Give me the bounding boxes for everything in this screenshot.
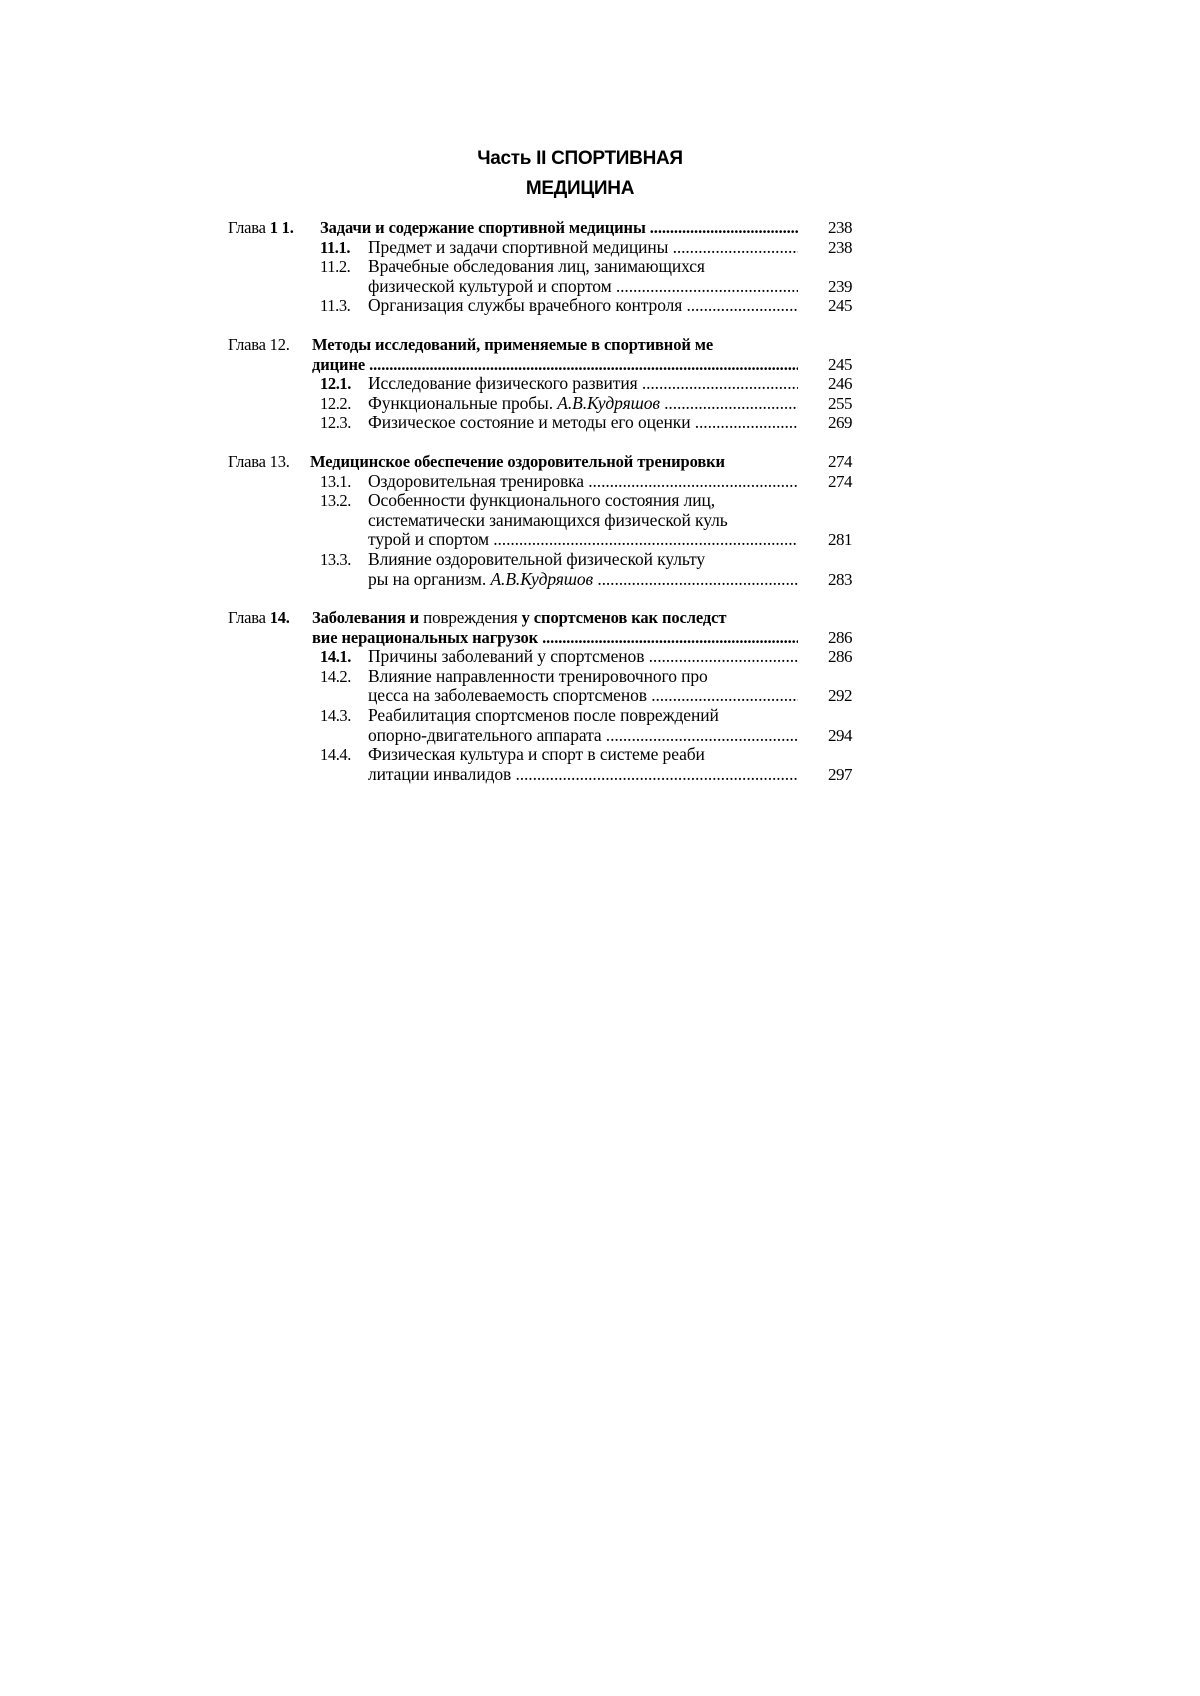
- page-number: 283: [828, 569, 852, 589]
- section-entry: [228, 296, 852, 316]
- chapter-prefix: Глава: [228, 218, 266, 237]
- chapter-title: Задачи и содержание спортивной медицины .....: [320, 218, 798, 238]
- section-title: Врачебные обследования лиц, занимающихся: [368, 257, 705, 277]
- section-title: Физическая культура и спорт в системе реаби: [368, 745, 705, 765]
- page-number: 281: [828, 530, 852, 550]
- section-title: систематически занимающихся физической куль: [368, 510, 728, 530]
- section-entry: [228, 257, 848, 277]
- section-number: 14.3.: [320, 706, 352, 726]
- section-title: цесса на заболеваемость спортсменов .....: [368, 686, 798, 706]
- page-number: 238: [828, 237, 852, 257]
- section-entry: [228, 745, 848, 765]
- chapter-title: Медицинское обеспечение оздоровительной тренировки: [310, 451, 725, 471]
- section-number: 14.4.: [320, 745, 352, 765]
- section-entry: [228, 471, 852, 492]
- chapter-title: Методы исследований, применяемые в спортивной ме: [312, 334, 714, 354]
- page-number: 297: [828, 764, 852, 784]
- page-number: 286: [828, 627, 852, 647]
- section-title: Причины заболеваний у спортсменов .....: [368, 647, 798, 667]
- chapter-title: Заболевания и: [312, 608, 424, 628]
- section-number: 11.2.: [320, 257, 351, 277]
- section-entry: [228, 706, 848, 726]
- section-number: 12.2.: [320, 393, 352, 413]
- chapter-prefix: Глава 13.: [228, 451, 290, 471]
- page-number: 246: [828, 374, 852, 394]
- section-number: 13.1.: [320, 471, 352, 491]
- section-entry: [228, 237, 852, 258]
- section-entry: [228, 647, 852, 667]
- page-number: 274: [828, 451, 852, 471]
- chapter-title: у спортсменов как последст: [517, 608, 727, 628]
- section-entry-continued: [228, 725, 852, 746]
- chapter-title: дицине .....: [312, 355, 798, 375]
- part-title-line1: Часть II СПОРТИВНАЯ: [477, 148, 683, 169]
- section-title: Реабилитация спортсменов после повреждений: [368, 706, 719, 726]
- section-title: Оздоровительная тренировка .....: [368, 472, 798, 492]
- section-number: 12.3.: [320, 413, 352, 433]
- section-number: 11.3.: [320, 296, 351, 316]
- section-number: 11.1.: [320, 237, 351, 257]
- chapter-heading-continued: [228, 627, 852, 648]
- section-entry-continued: [228, 530, 852, 550]
- author-name: А.В.Кудряшов: [557, 393, 660, 413]
- page-number: 292: [828, 686, 852, 706]
- page-number: 269: [828, 413, 852, 433]
- section-entry: [228, 667, 848, 687]
- section-entry-continued: [228, 764, 852, 785]
- chapter-title-normal: повреждения: [423, 608, 518, 628]
- chapter-11: [228, 218, 852, 316]
- chapter-13: [228, 451, 852, 589]
- page-number: 286: [828, 647, 852, 667]
- section-number: 14.2.: [320, 666, 352, 686]
- page-number: 274: [828, 471, 852, 491]
- author-name: А.В.Кудряшов: [490, 569, 594, 589]
- section-entry-continued: [228, 276, 852, 297]
- section-title: Исследование физического развития .....: [368, 374, 798, 394]
- chapter-heading-continued: [228, 354, 852, 375]
- section-title: Влияние оздоровительной физической культу: [368, 549, 706, 569]
- page-number: 238: [828, 218, 852, 237]
- section-title: Предмет и задачи спортивной медицины .....: [368, 238, 798, 258]
- page-number: 294: [828, 725, 852, 745]
- section-title: Функциональные пробы.: [368, 393, 558, 413]
- page-number: 239: [828, 276, 852, 296]
- part-title-line2: МЕДИЦИНА: [525, 178, 635, 199]
- section-number: 13.3.: [320, 549, 352, 569]
- chapter-heading: [228, 218, 852, 238]
- section-entry-continued: [228, 511, 848, 531]
- chapter-14: [228, 608, 852, 784]
- section-title: Организация службы врачебного контроля .....: [368, 296, 798, 316]
- chapter-heading: [228, 335, 848, 355]
- section-title: Влияние направленности тренировочного про: [368, 666, 708, 686]
- section-entry-continued: [228, 569, 852, 590]
- section-title: литации инвалидов .....: [368, 765, 798, 785]
- section-title: опорно-двигательного аппарата .....: [368, 726, 798, 746]
- section-number: 14.1.: [320, 647, 352, 667]
- section-title: турой и спортом .....: [368, 530, 798, 550]
- section-entry: [228, 413, 852, 433]
- section-entry-continued: [228, 686, 852, 706]
- chapter-number: 1 1.: [269, 218, 294, 237]
- table-of-contents: [228, 218, 852, 784]
- section-entry: [228, 491, 848, 511]
- page-number: 245: [828, 354, 852, 374]
- chapter-prefix: Глава 12.: [228, 334, 290, 354]
- section-number: 13.2.: [320, 491, 352, 511]
- chapter-number: 14.: [269, 608, 290, 628]
- page-number: 255: [828, 393, 852, 413]
- section-entry: [228, 550, 848, 570]
- chapter-title: вие нерациональных нагрузок .....: [312, 628, 798, 648]
- page-number: 245: [828, 296, 852, 316]
- section-entry: [228, 374, 852, 394]
- section-title: физической культурой и спортом .....: [368, 277, 798, 297]
- section-entry: [228, 393, 852, 414]
- chapter-12: [228, 334, 852, 433]
- section-title: Физическое состояние и методы его оценки .....: [368, 413, 798, 433]
- chapter-heading: [228, 451, 852, 472]
- section-title: Особенности функционального состояния лиц,: [368, 491, 716, 511]
- section-number: 12.1.: [320, 374, 352, 394]
- section-title: ры на организм.: [368, 569, 491, 589]
- chapter-prefix: Глава: [228, 608, 266, 628]
- chapter-heading: [228, 608, 848, 628]
